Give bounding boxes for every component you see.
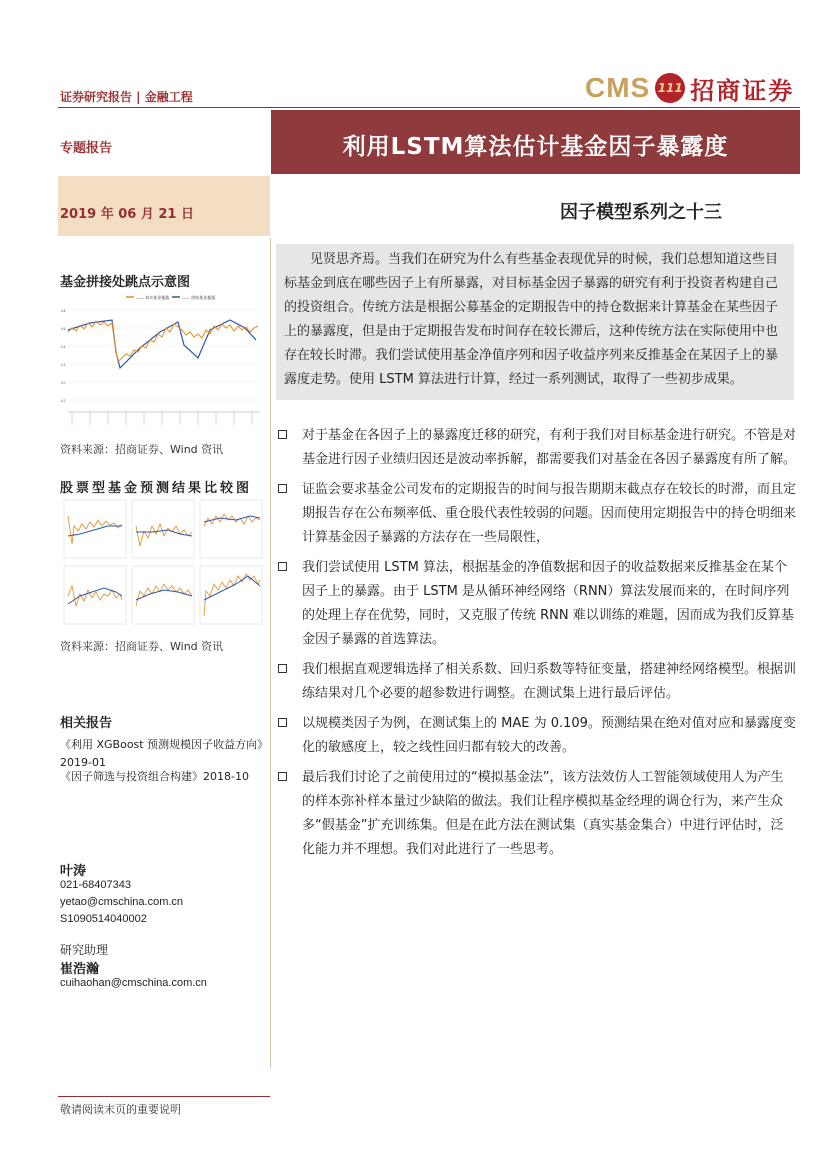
figure1-source: 资料来源：招商证券、Wind 资讯: [60, 443, 224, 456]
assistant-label: 研究助理: [60, 943, 109, 957]
assistant-name: 崔浩瀚: [60, 962, 100, 977]
author-name: 叶涛: [60, 864, 87, 879]
list-item: [276, 556, 796, 652]
svg-text:0.6: 0.6: [61, 327, 66, 331]
figure2-svg: [60, 496, 266, 632]
bullet-text: 最后我们讨论了之前使用过的“模拟基金法”，该方法效仿人工智能领域使用人为产生的样本弥补样本量过少缺陷的做法。我们让程序模拟基金经理的调仓行为，来产生众多“假基金”扩充训练集。但是在此方法在测试集（真实基金集合）中进行评估时，泛化能力并不理想。我们对此进行了一些思考。: [302, 770, 784, 857]
list-item: [276, 658, 796, 706]
cms-logo: [585, 68, 794, 108]
checkbox-bullet-icon: [278, 664, 287, 673]
author-phone: 021-68407343: [60, 879, 131, 891]
checkbox-bullet-icon: [278, 562, 287, 571]
related-reports-heading: 相关报告: [60, 716, 113, 731]
abstract-box: 见贤思齐焉。当我们在研究为什么有些基金表现优异的时候，我们总想知道这些目标基金到底在哪些因子上有所暴露，对目标基金因子暴露的研究有利于投资者构建自己的投资组合。传统方法是根据公募基金的定期报告中的持仓数据来计算基金在某些因子上的暴露度，但是由于定期报告发布时间存在较长滞后，这种传统方法在实际使用中也存在较长时滞。我们尝试使用基金净值序列和因子收益序列来反推基金在某因子上的暴露度走势。使用 LSTM 算法进行计算，经过一系列测试，取得了一些初步成果。: [276, 244, 794, 400]
report-title: 利用LSTM算法估计基金因子暴露度: [342, 134, 729, 160]
header-divider: [58, 107, 800, 108]
footer-disclaimer: 敬请阅读末页的重要说明: [60, 1103, 181, 1116]
report-type: 专题报告: [60, 141, 113, 156]
header-breadcrumb: 证券研究报告 | 金融工程: [60, 90, 193, 104]
logo-chinese-text: 招商证券: [690, 76, 795, 105]
bullet-text: 我们尝试使用 LSTM 算法，根据基金的净值数据和因子的收益数据来反推基金在某个因子上的暴露。由于 LSTM 是从循环神经网络（RNN）算法发展而来的，在时间序列的处理上存在优势，同时，又克服了传统 RNN 难以训练的难题，因而成为我们反算基金因子暴露的首选算法。: [302, 560, 794, 647]
figure2-chart-grid: [60, 496, 266, 632]
list-item: [276, 478, 796, 550]
svg-text:0.0: 0.0: [61, 381, 66, 385]
checkbox-bullet-icon: [278, 772, 287, 781]
report-date: 2019 年 06 月 21 日: [60, 207, 194, 222]
legend1-text: —— 真实基金暴露: [136, 295, 170, 300]
assistant-email[interactable]: cuihaohan@cmschina.com.cn: [60, 977, 207, 989]
figure1-title: 基金拼接处跳点示意图: [60, 275, 191, 290]
bullet-text: 以规模类因子为例，在测试集上的 MAE 为 0.109。预测结果在绝对值对应和暴露度变化的敏感度上，较之线性回归都有较大的改善。: [302, 716, 796, 755]
list-item: [276, 712, 796, 760]
svg-text:-0.2: -0.2: [60, 399, 66, 403]
list-item: [276, 766, 796, 862]
checkbox-bullet-icon: [278, 484, 287, 493]
checkbox-bullet-icon: [278, 718, 287, 727]
svg-text:0.2: 0.2: [61, 363, 66, 367]
bullet-text: 对于基金在各因子上的暴露度迁移的研究，有利于我们对目标基金进行研究。不管是对基金进行因子业绩归因还是波动率拆解，都需要我们对基金在各因子暴露度有所了解。: [302, 428, 797, 467]
logo-badge-icon: 111: [655, 73, 685, 103]
author-email[interactable]: yetao@cmschina.com.cn: [60, 896, 184, 908]
bullet-text: 证监会要求基金公司发布的定期报告的时间与报告期期末截点存在较长的时滞，而且定期报告存在公布频率低、重仓股代表性较弱的问题。因而使用定期报告中的持仓明细来计算基金因子暴露的方法存在一些局限性，: [302, 482, 797, 545]
bullet-text: 我们根据直观逻辑选择了相关系数、回归系数等特征变量，搭建神经网络模型。根据训练结果对几个必要的超参数进行调整。在测试集上进行最后评估。: [302, 662, 797, 701]
svg-text:0.4: 0.4: [61, 345, 66, 349]
figure1-svg: [60, 290, 266, 435]
figure1-chart: [60, 290, 266, 435]
author-license: S1090514040002: [60, 913, 147, 925]
svg-text:0.8: 0.8: [61, 309, 66, 313]
series-title: 因子模型系列之十三: [560, 202, 722, 223]
related-report-1[interactable]: 《利用 XGBoost 预测规模因子收益方向》2019-01: [60, 738, 263, 769]
related-report-2[interactable]: 《因子筛选与投资组合构建》2018-10: [60, 770, 249, 783]
figure2-source: 资料来源：招商证券、Wind 资讯: [60, 640, 224, 653]
legend2-text: —— 拼接基金暴露: [182, 295, 216, 300]
list-item: [276, 424, 796, 472]
logo-cms-text: CMS: [585, 72, 651, 103]
key-points-list: [276, 424, 796, 868]
footer-divider: [58, 1096, 270, 1097]
checkbox-bullet-icon: [278, 430, 287, 439]
figure2-title: 股票型基金预测结果比较图: [60, 481, 253, 496]
